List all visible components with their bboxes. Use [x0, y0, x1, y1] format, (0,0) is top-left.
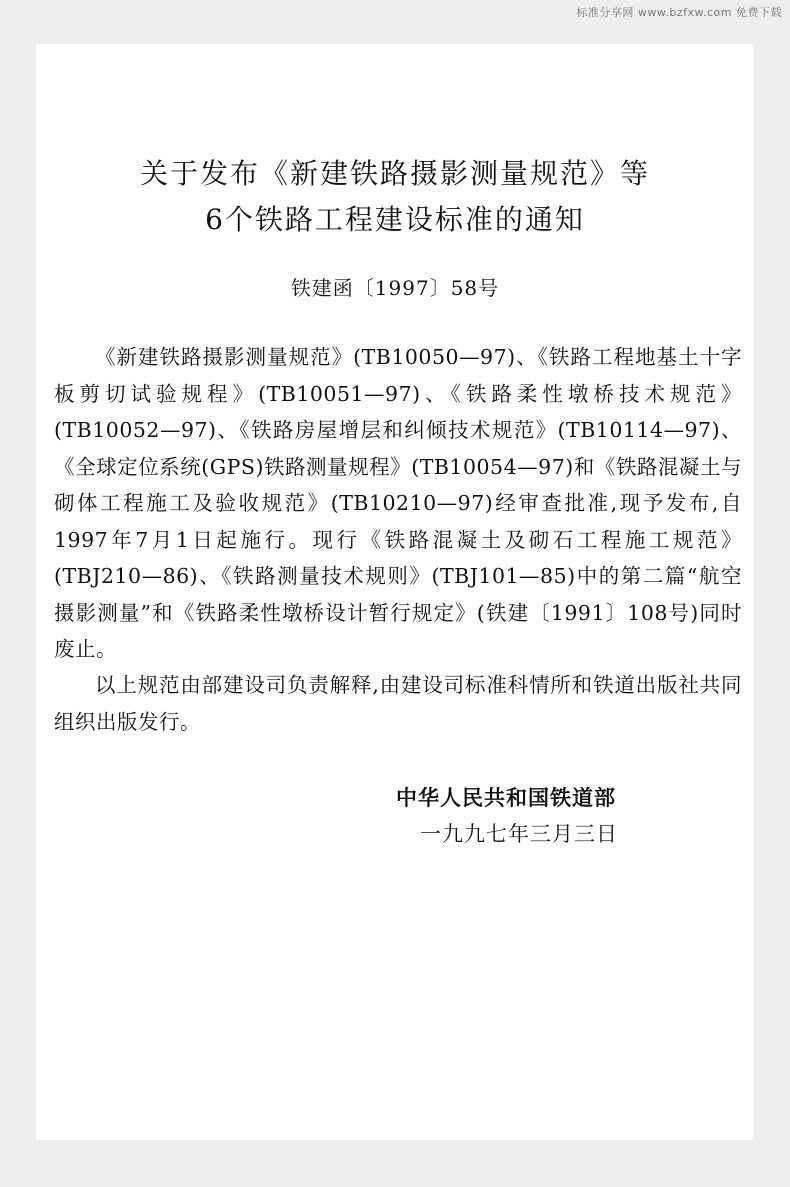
issuing-authority: 中华人民共和国铁道部	[396, 785, 616, 810]
body-paragraph-2: 以上规范由部建设司负责解释,由建设司标准科情所和铁道出版社共同组织出版发行。	[54, 673, 742, 734]
document-number: 铁建函〔1997〕58号	[290, 276, 500, 300]
site-watermark: 标准分享网 www.bzfxw.com 免费下载	[576, 6, 782, 19]
issue-date: 一九九七年三月三日	[420, 822, 618, 846]
document-page	[36, 44, 754, 1140]
document-title-line-2: 6个铁路工程建设标准的通知	[205, 203, 585, 236]
document-title-line-1: 关于发布《新建铁路摄影测量规范》等	[139, 157, 650, 190]
body-paragraph-1: 《新建铁路摄影测量规范》(TB10050—97)、《铁路工程地基土十字板剪切试验规程》(TB10051—97)、《铁路柔性墩桥技术规范》(TB10052—97)、《铁路房屋增层和纠倾技术规范》(TB10114—97)、《全球定位系统(GPS)铁路测量规程》(TB10054—97)和《铁路混凝土与砌体工程施工及验收规范》(TB10210—97)经审查批准,现予发布,自1997年7月1日起施行。现行《铁路混凝土及砌石工程施工规范》(TBJ210—86)、《铁路测量技术规则》(TBJ101—85)中的第二篇“航空摄影测量”和《铁路柔性墩桥设计暂行规定》(铁建〔1991〕108号)同时废止。	[54, 345, 742, 661]
